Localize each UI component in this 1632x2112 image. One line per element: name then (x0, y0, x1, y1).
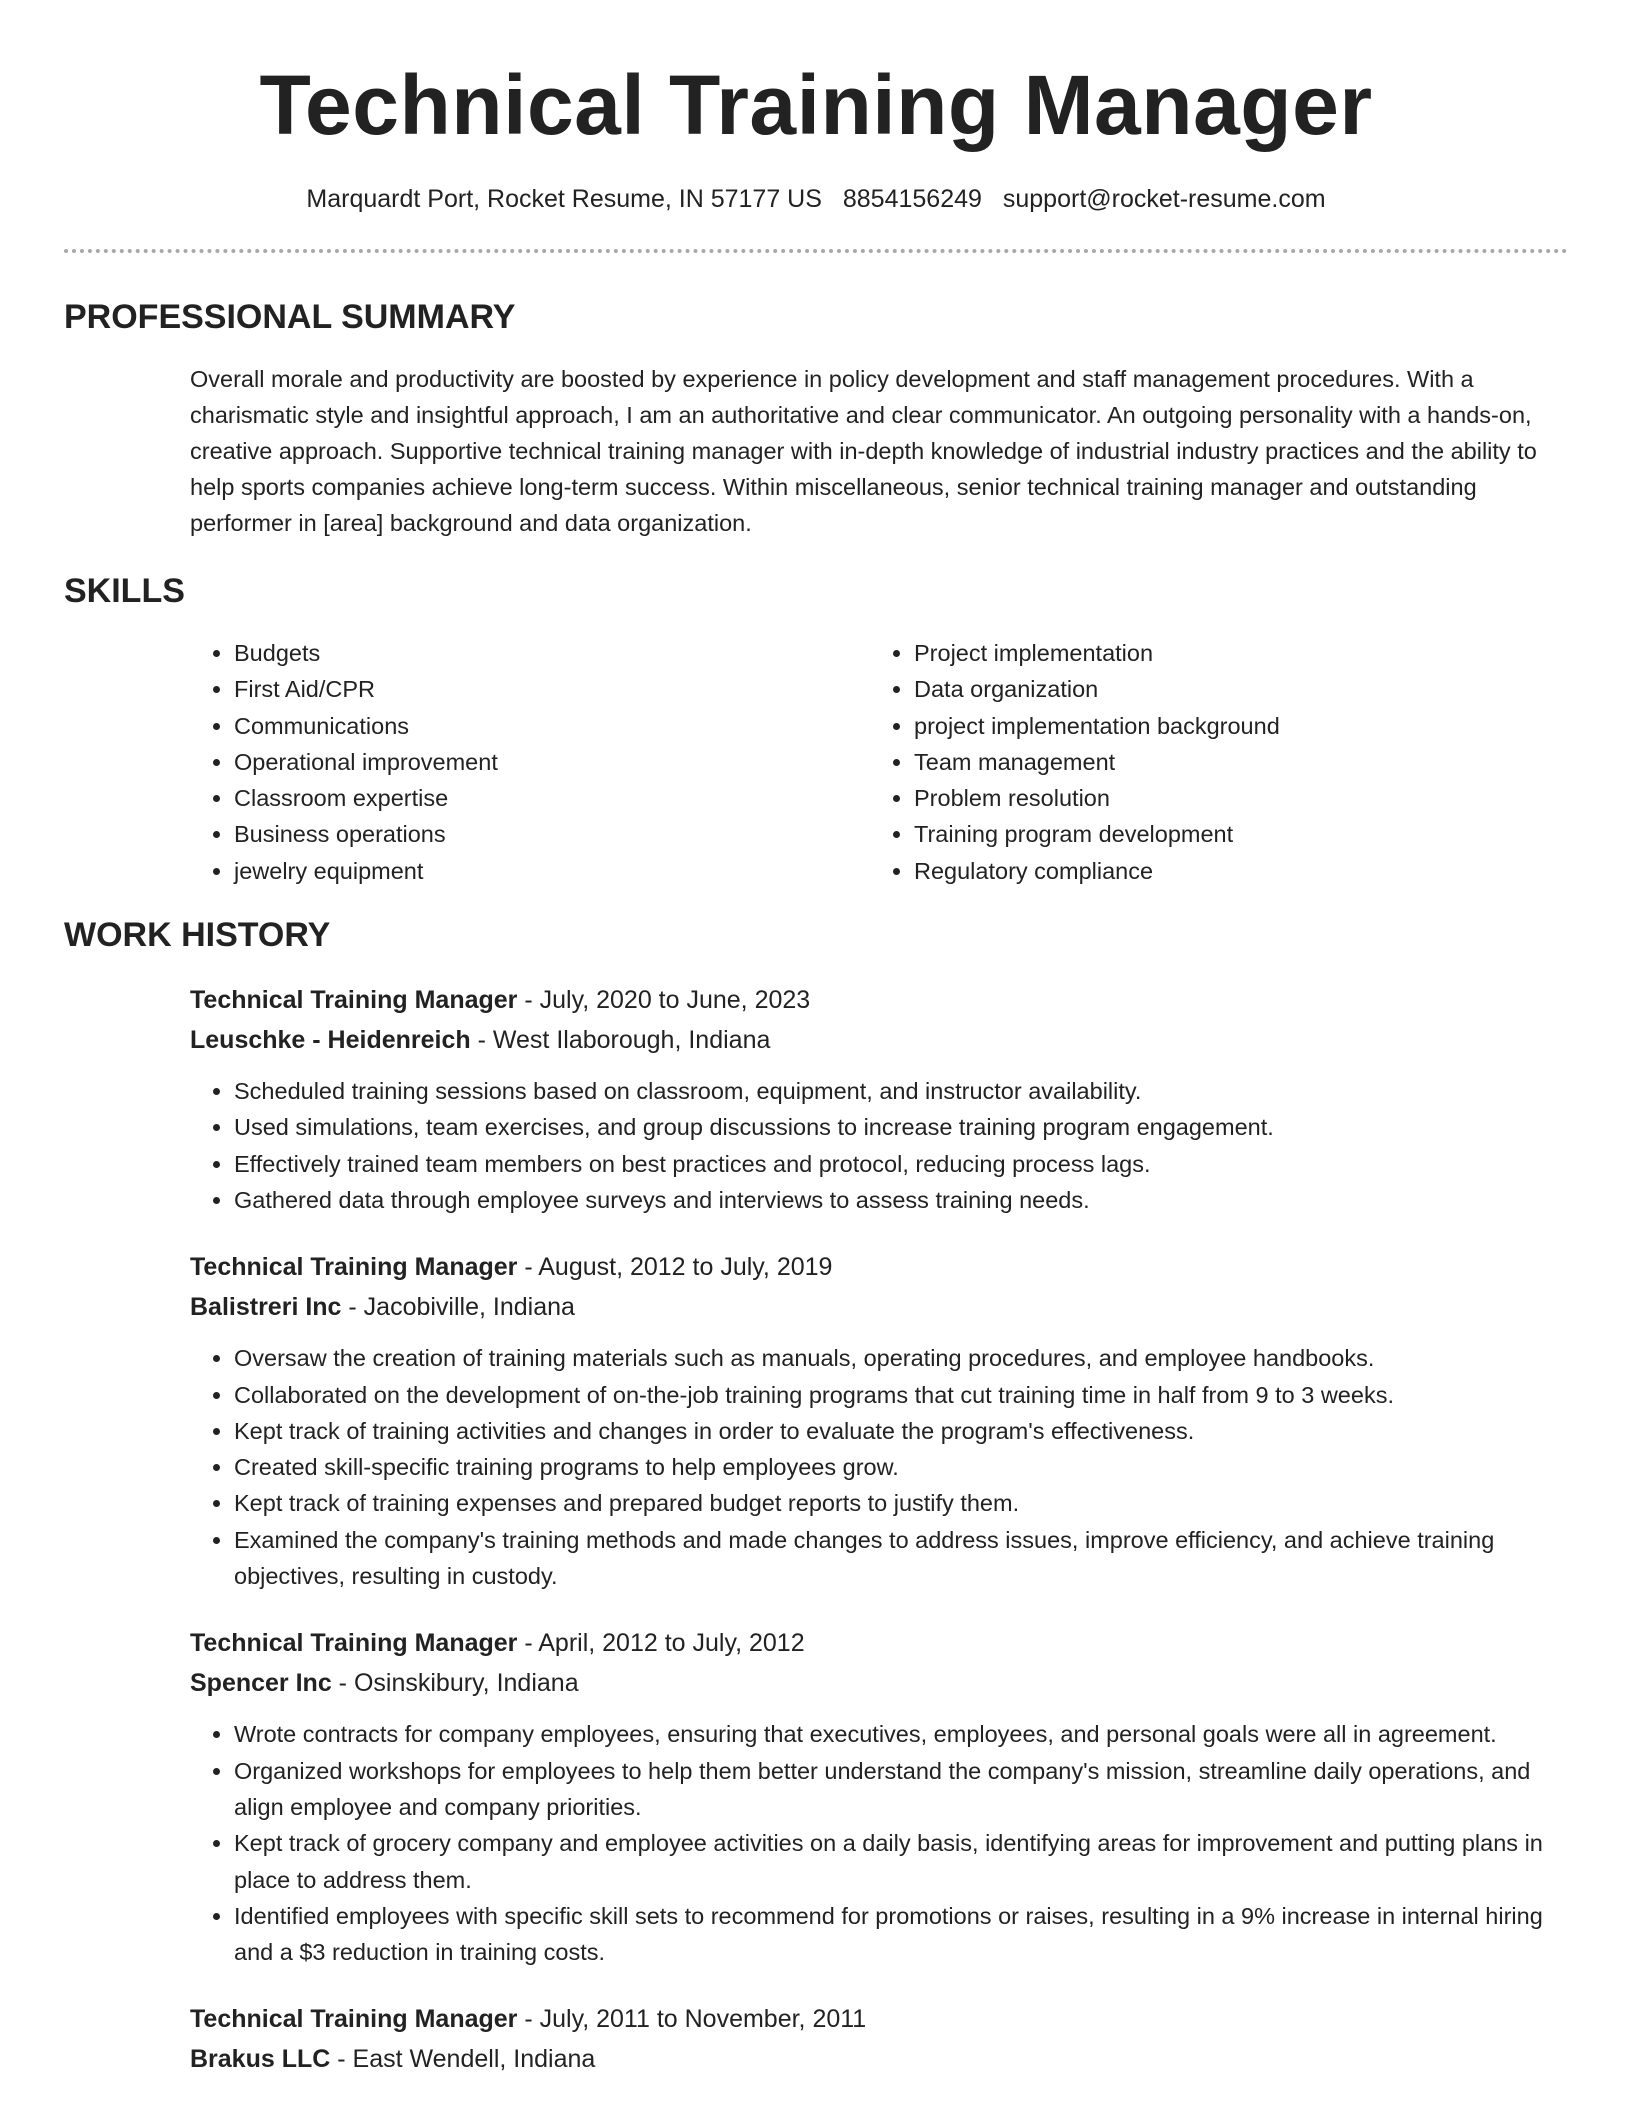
job-title-line (190, 2000, 1568, 2038)
header-divider (64, 249, 1568, 253)
skill-item: • jewelry equipment (234, 853, 870, 889)
job-location: - Jacobiville, Indiana (341, 1293, 575, 1322)
contact-email: support@rocket-resume.com (1002, 185, 1326, 213)
job-bullet: • Created skill-specific training programs to help employees grow. (234, 1449, 1568, 1485)
job-bullet: • Organized workshops for employees to help them better understand the company's mission, streamline daily operations, and align employee and company priorities. (234, 1753, 1568, 1826)
skill-item: • Regulatory compliance (914, 853, 1550, 889)
summary-text: Overall morale and productivity are boosted by experience in policy development and staff management procedures. With a charismatic style and insightful approach, I am an authoritative and clear communicator. An outgoing personality with a hands-on, creative approach. Supportive technical training manager with in-depth knowledge of industrial industry practices and the ability to help sports companies achieve long-term success. Within miscellaneous, senior technical training manager and outstanding performer in [area] background and data organization. (190, 366, 1537, 536)
job-bullet: • Gathered data through employee surveys and interviews to assess training needs. (234, 1182, 1568, 1218)
job-bullets (190, 1716, 1568, 1970)
skill-item: • Team management (914, 744, 1550, 780)
contact-phone: 8854156249 (842, 185, 982, 213)
skill-item: • Training program development (914, 816, 1550, 852)
job-location: - East Wendell, Indiana (330, 2045, 596, 2074)
skills-column-left (190, 635, 870, 889)
job-bullet: • Kept track of training expenses and prepared budget reports to justify them. (234, 1485, 1568, 1521)
job-company-line (190, 2040, 1568, 2078)
job-bullet: • Scheduled training sessions based on classroom, equipment, and instructor availability. (234, 1073, 1568, 1109)
job-bullet: • Used simulations, team exercises, and group discussions to increase training program engagement. (234, 1109, 1568, 1145)
job-title: Technical Training Manager (190, 986, 518, 1015)
job-bullet: • Examined the company's training methods and made changes to address issues, improve efficiency, and achieve training objectives, resulting in custody. (234, 1522, 1568, 1595)
job-dates: - July, 2020 to June, 2023 (517, 986, 811, 1015)
skill-item: • Operational improvement (234, 744, 870, 780)
contact-address: Marquardt Port, Rocket Resume, IN 57177 US (306, 185, 822, 213)
job-bullet: • Oversaw the creation of training materials such as manuals, operating procedures, and employee handbooks. (234, 1340, 1568, 1376)
job-entry (190, 981, 1568, 1218)
job-entry (190, 1624, 1568, 1970)
contact-line (64, 183, 1568, 215)
job-title: Technical Training Manager (190, 2005, 518, 2034)
job-company: Brakus LLC (190, 2045, 331, 2074)
job-company-line (190, 1021, 1568, 1059)
job-entry (190, 2000, 1568, 2078)
resume-page (64, 0, 1568, 2078)
job-title: Technical Training Manager (190, 1253, 518, 1282)
skills-column-right (870, 635, 1550, 889)
job-bullet: • Wrote contracts for company employees, ensuring that executives, employees, and personal goals were all in agreement. (234, 1716, 1568, 1752)
job-title-line (190, 1624, 1568, 1662)
skill-item: • Communications (234, 708, 870, 744)
job-company-line (190, 1664, 1568, 1702)
job-dates: - August, 2012 to July, 2019 (517, 1253, 833, 1282)
job-title-line (190, 981, 1568, 1019)
skills-list (190, 635, 1568, 889)
job-company: Spencer Inc (190, 1669, 332, 1698)
skill-item: • Classroom expertise (234, 780, 870, 816)
job-bullet: • Identified employees with specific skill sets to recommend for promotions or raises, resulting in a 9% increase in internal hiring and a $3 reduction in training costs. (234, 1898, 1568, 1971)
job-company: Balistreri Inc (190, 1293, 342, 1322)
skill-item: • project implementation background (914, 708, 1550, 744)
job-dates: - April, 2012 to July, 2012 (517, 1629, 805, 1658)
job-bullets (190, 1340, 1568, 1594)
work-history-heading: WORK HISTORY (64, 916, 331, 955)
job-bullet: • Collaborated on the development of on-the-job training programs that cut training time in half from 9 to 3 weeks. (234, 1377, 1568, 1413)
job-bullet: • Kept track of grocery company and employee activities on a daily basis, identifying areas for improvement and putting plans in place to address them. (234, 1825, 1568, 1898)
job-title: Technical Training Manager (190, 1629, 518, 1658)
job-title-line (190, 1248, 1568, 1286)
job-bullet: • Kept track of training activities and changes in order to evaluate the program's effectiveness. (234, 1413, 1568, 1449)
skills-heading: SKILLS (64, 572, 185, 610)
job-company-line (190, 1288, 1568, 1326)
job-location: - Osinskibury, Indiana (331, 1669, 579, 1698)
job-entry (190, 1248, 1568, 1594)
skill-item: • Problem resolution (914, 780, 1550, 816)
job-company: Leuschke - Heidenreich (190, 1026, 471, 1055)
skill-item: • Project implementation (914, 635, 1550, 671)
skill-item: • Budgets (234, 635, 870, 671)
skill-item: • First Aid/CPR (234, 671, 870, 707)
job-bullet: • Effectively trained team members on best practices and protocol, reducing process lags. (234, 1146, 1568, 1182)
job-dates: - July, 2011 to November, 2011 (517, 2005, 867, 2034)
job-location: - West Ilaborough, Indiana (470, 1026, 771, 1055)
job-bullets (190, 1073, 1568, 1218)
resume-name: Technical Training Manager (259, 58, 1373, 152)
skill-item: • Business operations (234, 816, 870, 852)
skill-item: • Data organization (914, 671, 1550, 707)
summary-heading: PROFESSIONAL SUMMARY (64, 298, 516, 336)
